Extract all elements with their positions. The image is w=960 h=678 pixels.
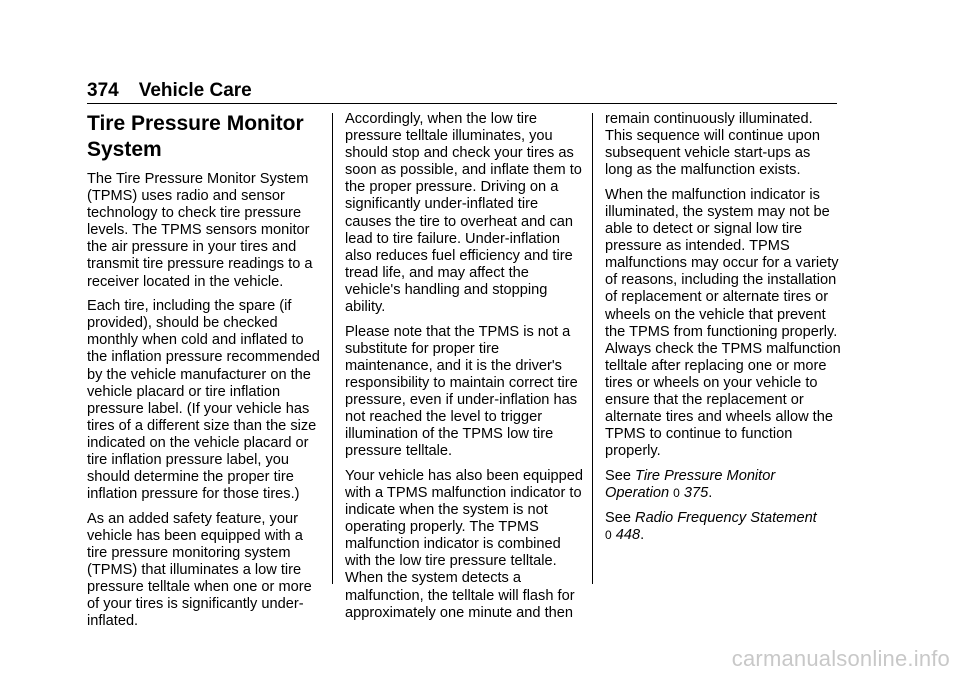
- page-number: 374: [87, 80, 119, 101]
- column-1: [87, 111, 323, 638]
- column-divider: [592, 113, 593, 584]
- page-arrow-icon: 0: [605, 527, 612, 542]
- see-reference-radio-frequency: See Radio Frequency Statement 0 448.: [605, 509, 817, 543]
- paragraph: remain continuously illuminated. This sequence will continue upon subsequent vehicle start-ups as long as the malfunction exists.: [605, 111, 820, 179]
- cross-reference-link[interactable]: Tire Pressure Monitor Operation: [605, 467, 776, 501]
- paragraph: The Tire Pressure Monitor System (TPMS) uses radio and sensor technology to check tire pressure levels. The TPMS sensors monitor the air pressure in your tires and transmit tire pressure readings to a receiver located in the vehicle.: [87, 171, 313, 290]
- column-3: [605, 111, 841, 551]
- page-header: [87, 80, 252, 102]
- header-rule: [87, 103, 837, 104]
- section-title: Vehicle Care: [138, 80, 252, 101]
- article-title: Tire Pressure Monitor System: [87, 112, 304, 161]
- column-2: [345, 111, 583, 629]
- page-reference[interactable]: 448: [615, 526, 641, 543]
- paragraph: Please note that the TPMS is not a substitute for proper tire maintenance, and it is the driver's responsibility to maintain correct tire pressure, even if under-inflation has not reached the level to trigger illumination of the TPMS low tire pressure telltale.: [345, 323, 578, 460]
- see-reference-tpms-operation: See Tire Pressure Monitor Operation 0 375.: [605, 467, 776, 501]
- paragraph: When the malfunction indicator is illuminated, the system may not be able to detect or signal low tire pressure as intended. TPMS malfunctions may occur for a variety of reasons, including the installation of replacement or alternate tires or wheels on the vehicle that prevent the TPMS from functioning properly. Always check the TPMS malfunction telltale after replacing one or more tires or wheels on your vehicle to ensure that the replacement or alternate tires and wheels allow the TPMS to continue to function properly.: [605, 186, 841, 460]
- watermark: carmanualsonline.info: [731, 646, 950, 671]
- page-arrow-icon: 0: [673, 485, 680, 500]
- paragraph: As an added safety feature, your vehicle has been equipped with a tire pressure monitoring system (TPMS) that illuminates a low tire pressure telltale when one or more of your tires is significantly under-inflated.: [87, 510, 312, 630]
- column-divider: [332, 113, 333, 584]
- paragraph: Each tire, including the spare (if provided), should be checked monthly when cold and inflated to the inflation pressure recommended by the vehicle manufacturer on the vehicle placard or tire inflation pressure label. (If your vehicle has tires of a different size than the size indicated on the vehicle placard or tire inflation pressure label, you should determine the proper tire inflation pressure for those tires.): [87, 298, 320, 503]
- page-reference[interactable]: 375: [683, 484, 709, 501]
- cross-reference-link[interactable]: Radio Frequency Statement: [635, 509, 817, 526]
- paragraph: Accordingly, when the low tire pressure telltale illuminates, you should stop and check your tires as soon as possible, and inflate them to the proper pressure. Driving on a significantly under-inflated tire causes the tire to overheat and can lead to tire failure. Under-inflation also reduces fuel efficiency and tire tread life, and may affect the vehicle's handling and stopping ability.: [345, 111, 582, 316]
- paragraph: Your vehicle has also been equipped with a TPMS malfunction indicator to indicate when the system is not operating properly. The TPMS malfunction indicator is combined with the low tire pressure telltale. When the system detects a malfunction, the telltale will flash for approximately one minute and then: [345, 467, 584, 621]
